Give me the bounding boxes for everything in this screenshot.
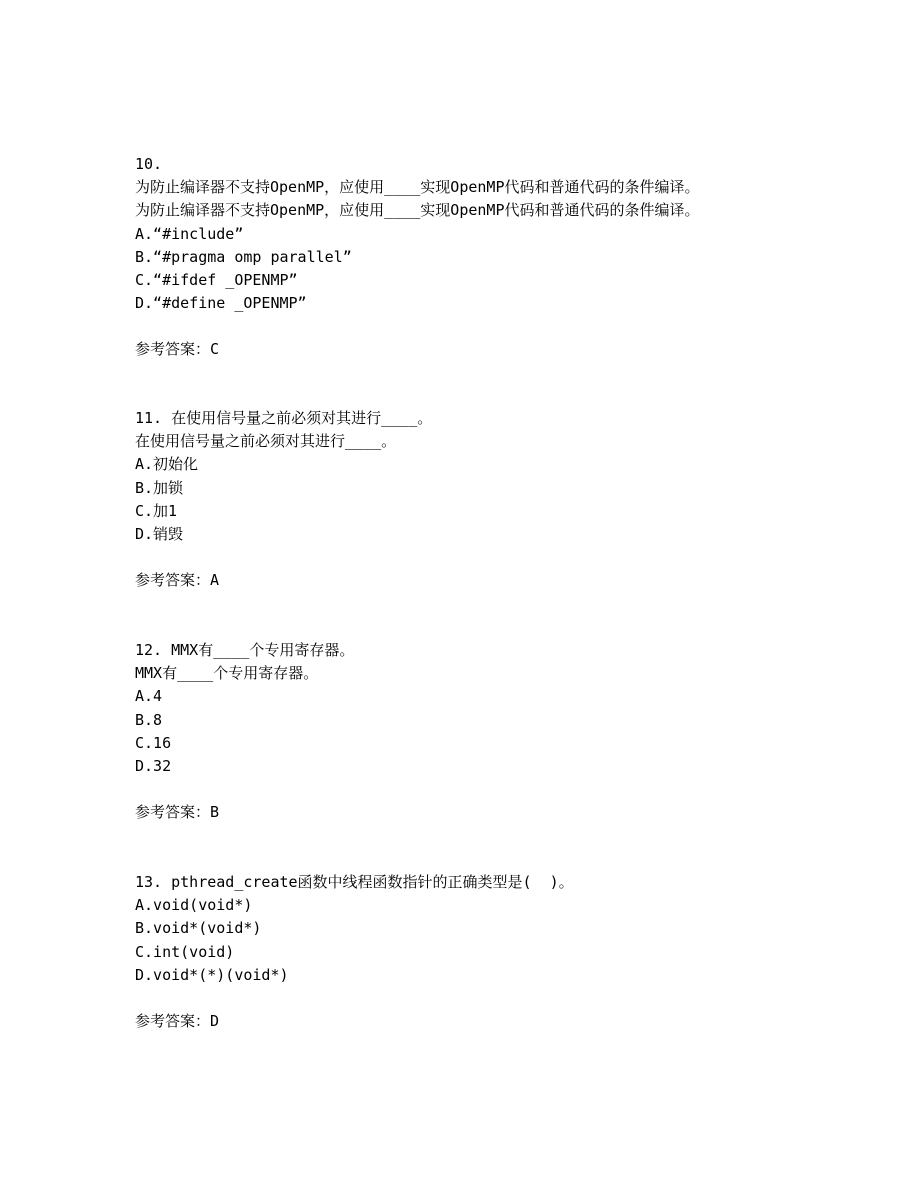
option-a: A.“#include” xyxy=(135,224,244,243)
option-a: A.初始化 xyxy=(135,455,199,474)
option-d: D.“#define _OPENMP” xyxy=(135,294,307,313)
option-d: D.销毁 xyxy=(135,524,184,543)
question-number: 10. xyxy=(135,155,163,173)
question-10 xyxy=(135,153,895,362)
question-11 xyxy=(135,407,895,592)
option-b: B.void*(void*) xyxy=(135,919,262,938)
question-stem-repeat: 为防止编译器不支持OpenMP，应使用____实现OpenMP代码和普通代码的条件编译。 xyxy=(135,201,700,220)
reference-answer: 参考答案：D xyxy=(135,1011,220,1030)
option-c: C.加1 xyxy=(135,501,178,520)
question-13 xyxy=(135,871,895,1033)
question-stem-repeat: MMX有____个专用寄存器。 xyxy=(135,664,319,683)
option-c: C.int(void) xyxy=(135,942,235,961)
question-12 xyxy=(135,639,895,824)
question-number-stem: 12. MMX有____个专用寄存器。 xyxy=(135,641,355,659)
question-stem: 为防止编译器不支持OpenMP，应使用____实现OpenMP代码和普通代码的条件编译。 xyxy=(135,178,700,197)
option-b: B.“#pragma omp parallel” xyxy=(135,247,352,266)
option-b: B.8 xyxy=(135,710,163,729)
option-c: C.16 xyxy=(135,733,172,752)
option-b: B.加锁 xyxy=(135,478,184,497)
reference-answer: 参考答案：B xyxy=(135,803,220,822)
option-d: D.32 xyxy=(135,756,172,775)
question-number-stem: 11. 在使用信号量之前必须对其进行____。 xyxy=(135,409,433,427)
question-stem-repeat: 在使用信号量之前必须对其进行____。 xyxy=(135,432,397,451)
question-number-stem: 13. pthread_create函数中线程函数指针的正确类型是( )。 xyxy=(135,873,574,891)
option-d: D.void*(*)(void*) xyxy=(135,965,289,984)
option-a: A.4 xyxy=(135,687,163,706)
option-c: C.“#ifdef _OPENMP” xyxy=(135,270,298,289)
reference-answer: 参考答案：A xyxy=(135,571,220,590)
option-a: A.void(void*) xyxy=(135,896,253,915)
reference-answer: 参考答案：C xyxy=(135,340,220,359)
